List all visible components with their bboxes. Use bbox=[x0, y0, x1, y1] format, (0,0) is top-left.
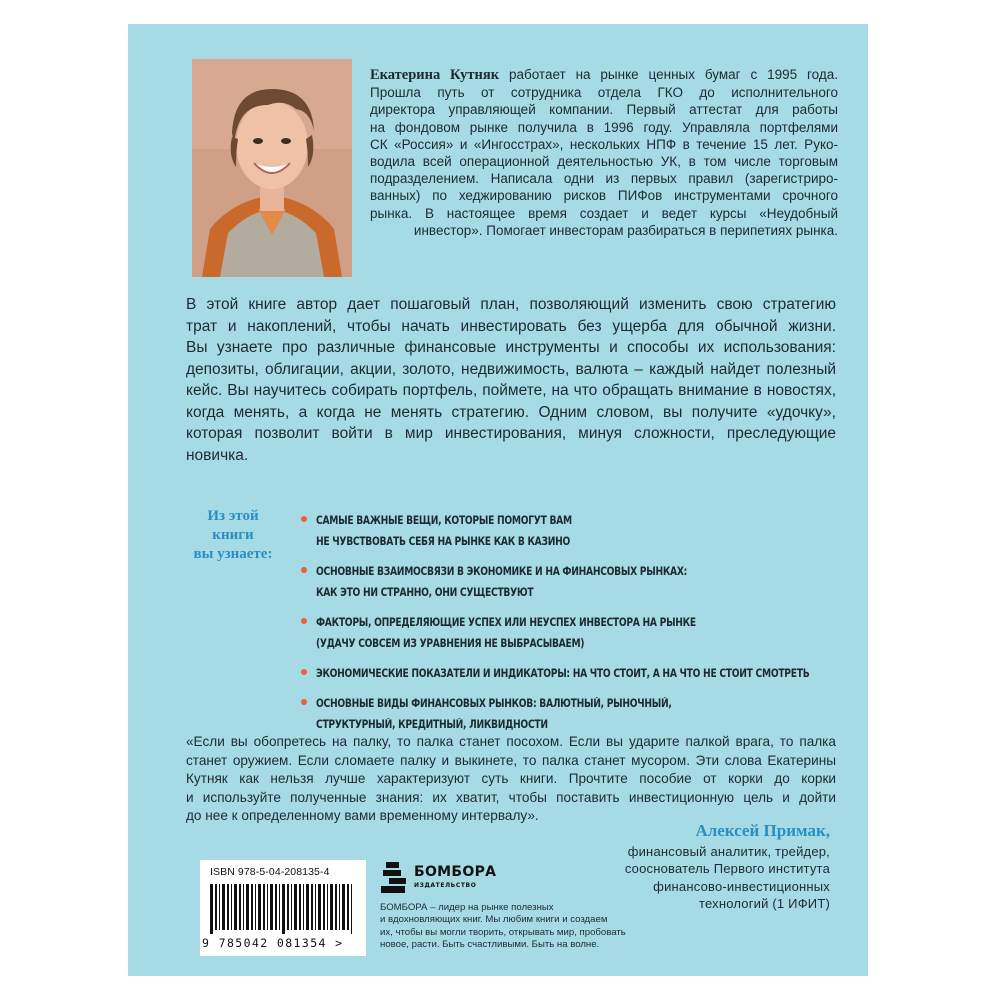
description-line: трат и накоплений, чтобы начать инвестировать без ущерба для обычной жизни. bbox=[186, 317, 836, 335]
quote-line: станет оружием. Если сломаете палку и выкинете, то палка станет мусором. Эти слова Екатерины bbox=[186, 752, 836, 768]
learn-list-item bbox=[300, 663, 820, 684]
publisher-logo bbox=[380, 862, 540, 896]
isbn-number: ISBN 978-5-04-208135-4 bbox=[210, 866, 330, 878]
quote-author-role-line: сооснователь Первого института bbox=[624, 861, 830, 877]
author-bio-line: подразделением. Написала одни из первых правил (зарегистриро- bbox=[370, 171, 838, 187]
description-line: которая позволит войти в мир инвестирования, минуя сложности, преследующие bbox=[186, 425, 836, 442]
author-bio-first-line bbox=[370, 66, 838, 84]
publisher-blurb-line: и вдохновляющих книг. Мы любим книги и создаем bbox=[380, 914, 608, 926]
learn-list-item bbox=[300, 510, 820, 552]
barcode-digits: 9 785042 081354 > bbox=[202, 936, 344, 950]
author-bio-line: водила всей операционной деятельностью УК, в том числе торговым bbox=[370, 154, 838, 170]
learn-item-line: ФАКТОРЫ, ОПРЕДЕЛЯЮЩИЕ УСПЕХ ИЛИ НЕУСПЕХ ИНВЕСТОРА НА РЫНКЕ bbox=[316, 616, 696, 629]
publisher-blurb-line: их, чтобы вы могли творить, открывать мир, пробовать bbox=[380, 926, 626, 938]
learn-item-line: САМЫЕ ВАЖНЫЕ ВЕЩИ, КОТОРЫЕ ПОМОГУТ ВАМ bbox=[316, 514, 572, 527]
author-photo bbox=[192, 59, 352, 277]
author-portrait-illustration bbox=[192, 59, 352, 277]
learn-list-item bbox=[300, 693, 820, 735]
description-line: когда менять, а когда не менять стратегию. Одним словом, вы получите «удочку», bbox=[186, 403, 836, 421]
book-description bbox=[186, 294, 836, 466]
learn-label-line: Из этой bbox=[207, 508, 259, 524]
learn-section-label bbox=[178, 507, 288, 564]
author-bio-line: директора управляющей компании. Первый аттестат для работы bbox=[370, 102, 838, 118]
author-bio-first-line-text: работает на рынке ценных бумаг с 1995 года. bbox=[508, 67, 838, 82]
author-bio-line: СК «Россия» и «Ингосстрах», нескольких НПФ в течение 15 лет. Руко- bbox=[370, 136, 838, 152]
author-bio-line: Прошла путь от сотрудника отдела ГКО до исполнительного bbox=[370, 85, 838, 101]
learn-item-line: ЭКОНОМИЧЕСКИЕ ПОКАЗАТЕЛИ И ИНДИКАТОРЫ: НА ЧТО СТОИТ, А НА ЧТО НЕ СТОИТ СМОТРЕТЬ bbox=[316, 667, 810, 680]
quote-line: Кутняк как нельзя лучше характеризуют суть книги. Прочтите пособие от корки до корки bbox=[186, 771, 836, 787]
quote-author-name: Алексей Примак, bbox=[695, 821, 830, 840]
description-line: Вы узнаете про различные финансовые инструменты и способы их использования: bbox=[186, 339, 836, 356]
author-bio-line: рынка. В настоящее время создает и ведет курсы «Неудобный bbox=[370, 205, 838, 221]
description-line: новичка. bbox=[186, 446, 249, 464]
learn-list-item bbox=[300, 561, 820, 603]
isbn-barcode bbox=[200, 860, 366, 956]
author-name: Екатерина Кутняк bbox=[370, 67, 500, 83]
learn-label-line: книги bbox=[212, 527, 254, 543]
description-line: В этой книге автор дает пошаговый план, позволяющий изменить свою стратегию bbox=[186, 296, 836, 313]
quote-attribution bbox=[510, 819, 830, 913]
quote-author-role-line: технологий (1 ИФИТ) bbox=[698, 896, 830, 912]
testimonial-quote bbox=[186, 733, 836, 826]
barcode-bars-icon bbox=[210, 884, 356, 934]
quote-author-role-line: финансово-инвестиционных bbox=[653, 878, 830, 894]
publisher-blurb-line: новое, расти. Быть счастливыми. Быть на волне. bbox=[380, 939, 600, 951]
learn-list-item bbox=[300, 612, 820, 654]
publisher-tower-icon bbox=[380, 862, 410, 894]
author-bio-line: ванных) по хеджированию рисков ПИФов инструментами срочного bbox=[370, 188, 838, 204]
quote-author-role-line: финансовый аналитик, трейдер, bbox=[627, 844, 830, 859]
author-bio-line: инвестор». Помогает инвесторам разбираться в перипетиях рынка. bbox=[413, 222, 838, 238]
publisher-blurb bbox=[380, 902, 640, 952]
author-bio-line: на фондовом рынке получила в 1996 году. Управляла портфелями bbox=[370, 119, 838, 135]
quote-author-name-text: Алексей Примак bbox=[695, 821, 826, 840]
quote-line: «Если вы обопретесь на палку, то палка станет посохом. Если вы ударите палкой врага, то палка bbox=[186, 734, 836, 749]
publisher-name: БОМБОРА bbox=[414, 864, 497, 880]
learn-item-line: СТРУКТУРНЫЙ, КРЕДИТНЫЙ, ЛИКВИДНОСТИ bbox=[316, 718, 548, 731]
publisher-blurb-line: БОМБОРА – лидер на рынке полезных bbox=[380, 902, 554, 913]
learn-label-line: вы узнаете: bbox=[193, 546, 273, 562]
author-bio bbox=[370, 66, 838, 239]
learn-list bbox=[300, 510, 820, 744]
book-back-cover bbox=[128, 24, 868, 976]
description-line: кейс. Вы научитесь собирать портфель, поймете, на что обращать внимание в новостях, bbox=[186, 382, 836, 399]
quote-line: до нее к определенному вами временному интервалу». bbox=[186, 808, 539, 824]
description-line: депозиты, облигации, акции, золото, недвижимость, валюта – каждый найдет полезный bbox=[186, 360, 836, 378]
publisher-subtitle: ИЗДАТЕЛЬСТВО bbox=[414, 882, 477, 889]
learn-item-line: (УДАЧУ СОВСЕМ ИЗ УРАВНЕНИЯ НЕ ВЫБРАСЫВАЕМ) bbox=[316, 637, 585, 650]
quote-line: и используйте полученные знания: их хватит, чтобы поставить инвестиционную цель и дойти bbox=[186, 789, 836, 805]
learn-item-line: ОСНОВНЫЕ ВИДЫ ФИНАНСОВЫХ РЫНКОВ: ВАЛЮТНЫЙ, РЫНОЧНЫЙ, bbox=[316, 697, 672, 710]
learn-item-line: ОСНОВНЫЕ ВЗАИМОСВЯЗИ В ЭКОНОМИКЕ И НА ФИНАНСОВЫХ РЫНКАХ: bbox=[316, 565, 688, 578]
learn-item-line: КАК ЭТО НИ СТРАННО, ОНИ СУЩЕСТВУЮТ bbox=[316, 586, 534, 599]
learn-item-line: НЕ ЧУВСТВОВАТЬ СЕБЯ НА РЫНКЕ КАК В КАЗИНО bbox=[316, 535, 571, 548]
